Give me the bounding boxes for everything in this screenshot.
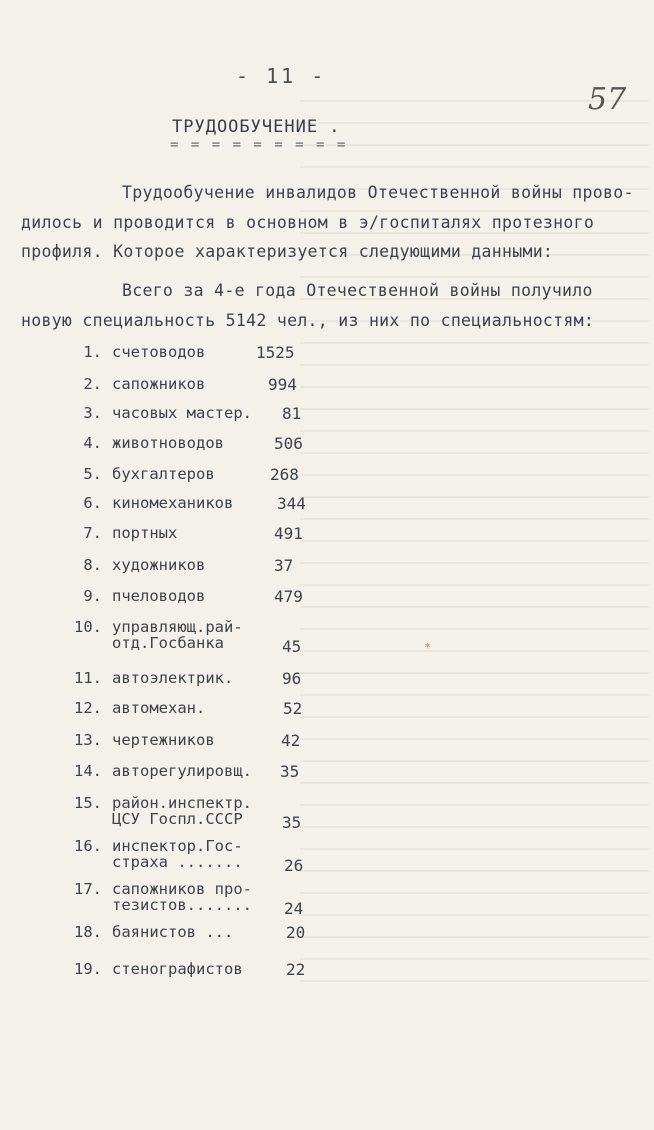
item-count: 35 <box>280 762 300 781</box>
item-number: 19. <box>74 960 102 978</box>
bleed-through-texture <box>300 100 650 1000</box>
item-number: 11. <box>74 669 102 687</box>
item-number: 13. <box>74 731 102 749</box>
item-specialty: автомехан. <box>112 699 206 717</box>
item-count: 344 <box>277 494 306 513</box>
item-count: 81 <box>282 404 302 423</box>
item-specialty: авторегулировщ. <box>112 762 252 780</box>
item-count: 42 <box>281 731 301 750</box>
item-count: 45 <box>282 637 302 656</box>
paragraph-line: профиля. Которое характеризуется следующими данными: <box>21 242 554 261</box>
section-title: ТРУДООБУЧЕНИЕ . <box>172 117 341 137</box>
specialty-item <box>66 618 243 652</box>
item-number: 14. <box>74 762 102 780</box>
item-specialty: часовых мастер. <box>112 404 252 422</box>
specialty-item <box>66 837 243 871</box>
item-specialty: автоэлектрик. <box>112 669 234 687</box>
item-count: 20 <box>286 923 306 942</box>
item-count: 1525 <box>256 343 295 362</box>
item-count: 994 <box>268 375 297 394</box>
item-specialty: бухгалтеров <box>112 465 215 483</box>
item-count: 35 <box>282 813 302 832</box>
item-number: 16. <box>74 837 102 855</box>
specialty-item <box>66 404 252 422</box>
item-number: 15. <box>74 794 102 812</box>
specialty-item <box>66 343 205 361</box>
specialty-item <box>66 699 205 717</box>
specialty-item <box>66 880 252 914</box>
item-specialty: пчеловодов <box>112 587 206 605</box>
item-specialty: сапожников <box>112 375 206 393</box>
item-specialty: управляющ.рай- отд.Госбанка <box>112 618 243 652</box>
specialty-item <box>66 524 177 542</box>
item-count: 479 <box>274 587 303 606</box>
specialty-item <box>66 434 224 452</box>
paragraph-line: Трудообучение инвалидов Отечественной войны прово- <box>122 183 634 202</box>
paragraph-line: дилось и проводится в основном в э/госпиталях протезного <box>21 213 595 232</box>
item-number: 6. <box>83 494 102 512</box>
item-number: 7. <box>83 524 102 542</box>
specialty-item <box>66 494 233 512</box>
specialty-item <box>66 556 205 574</box>
item-specialty: инспектор.Гос- страха ....... <box>112 837 243 871</box>
item-count: 506 <box>274 434 303 453</box>
item-specialty: район.инспектр. ЦСУ Госпл.СССР <box>112 794 252 828</box>
item-number: 2. <box>83 375 102 393</box>
item-number: 3. <box>83 404 102 422</box>
item-specialty: художников <box>112 556 206 574</box>
item-specialty: баянистов ... <box>112 923 234 941</box>
paragraph-line: новую специальность 5142 чел., из них по специальностям: <box>21 311 595 330</box>
item-number: 17. <box>74 880 102 898</box>
specialty-item <box>66 731 215 749</box>
handwritten-page-stamp: 57 <box>588 82 627 117</box>
specialty-item <box>66 762 252 780</box>
item-number: 5. <box>83 465 102 483</box>
specialty-item <box>66 960 243 978</box>
title-underline: = = = = = = = = = <box>170 137 348 153</box>
item-specialty: сапожников про- тезистов....... <box>112 880 252 914</box>
specialty-item <box>66 465 215 483</box>
item-count: 491 <box>274 524 303 543</box>
item-number: 18. <box>74 923 102 941</box>
item-specialty: животноводов <box>112 434 224 452</box>
item-number: 10. <box>74 618 102 636</box>
item-number: 1. <box>83 343 102 361</box>
item-specialty: стенографистов <box>112 960 243 978</box>
item-count: 268 <box>270 465 299 484</box>
ink-mark: ✶ <box>424 638 432 652</box>
item-number: 4. <box>83 434 102 452</box>
item-specialty: киномехаников <box>112 494 234 512</box>
item-specialty: счетоводов <box>112 343 206 361</box>
page-number: - 11 - <box>236 64 327 88</box>
paragraph-line: Всего за 4-е года Отечественной войны получило <box>122 281 593 300</box>
specialty-item <box>66 587 205 605</box>
specialty-item <box>66 375 205 393</box>
specialty-item <box>66 794 252 828</box>
item-number: 8. <box>83 556 102 574</box>
specialty-item <box>66 923 233 941</box>
item-count: 52 <box>283 699 303 718</box>
item-specialty: портных <box>112 524 178 542</box>
item-count: 96 <box>282 669 302 688</box>
item-number: 9. <box>83 587 102 605</box>
specialty-item <box>66 669 233 687</box>
item-count: 22 <box>286 960 306 979</box>
item-number: 12. <box>74 699 102 717</box>
item-count: 26 <box>284 856 304 875</box>
item-count: 24 <box>284 899 304 918</box>
item-specialty: чертежников <box>112 731 215 749</box>
item-count: 37 <box>274 556 294 575</box>
